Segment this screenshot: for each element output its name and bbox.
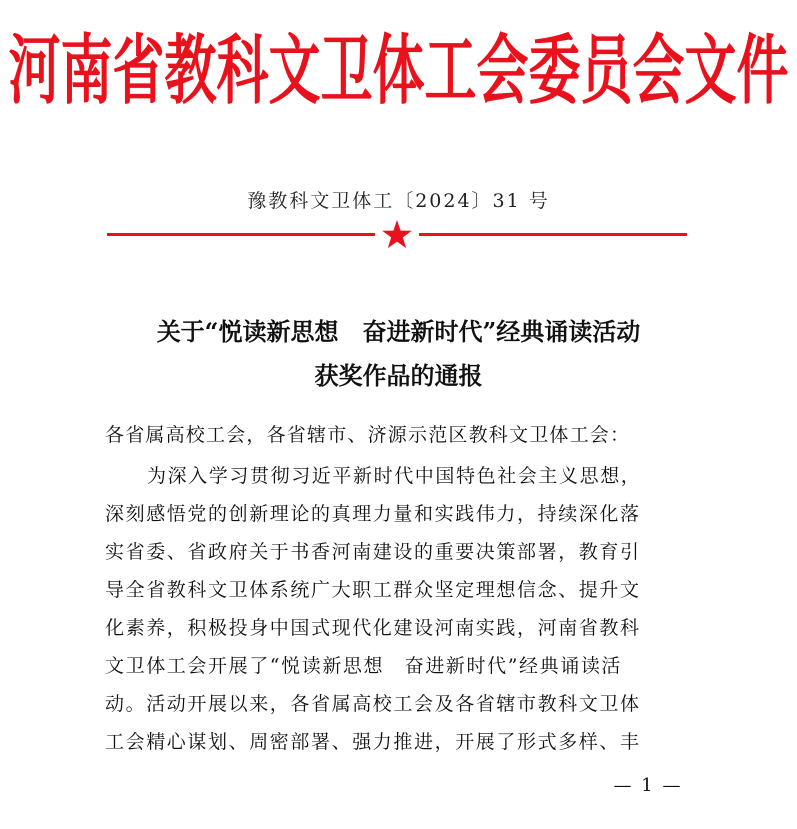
masthead	[0, 22, 797, 122]
body-line: 工会精心谋划、周密部署、强力推进，开展了形式多样、丰	[105, 731, 641, 753]
body-line: 化素养，积极投身中国式现代化建设河南实践，河南省教科	[105, 617, 641, 639]
divider-line-left	[107, 233, 375, 236]
title-line-2: 获奖作品的通报	[314, 361, 483, 390]
body-text	[105, 457, 705, 761]
red-divider	[107, 220, 687, 250]
document-number: 豫教科文卫体工〔2024〕31 号	[247, 190, 550, 212]
body-line: 文卫体工会开展了“悦读新思想 奋进新时代”经典诵读活	[105, 655, 623, 677]
body-line: 实省委、省政府关于书香河南建设的重要决策部署，教育引	[105, 541, 641, 563]
document-title	[80, 310, 717, 398]
masthead-title: 河南省教科文卫体工会委员会文件	[8, 28, 789, 116]
body-line: 为深入学习贯彻习近平新时代中国特色社会主义思想，	[147, 465, 642, 487]
title-line-1: 关于“悦读新思想 奋进新时代”经典诵读活动	[156, 317, 641, 346]
star-icon	[381, 219, 413, 251]
body-line: 导全省教科文卫体系统广大职工群众坚定理想信念、提升文	[105, 579, 641, 601]
body-line: 深刻感悟党的创新理论的真理力量和实践伟力，持续深化落	[105, 503, 641, 525]
divider-line-right	[419, 233, 687, 236]
page-number: — 1 —	[613, 775, 683, 796]
body-line: 动。活动开展以来，各省属高校工会及各省辖市教科文卫体	[105, 693, 641, 715]
salutation: 各省属高校工会，各省辖市、济源示范区教科文卫体工会：	[105, 424, 631, 446]
